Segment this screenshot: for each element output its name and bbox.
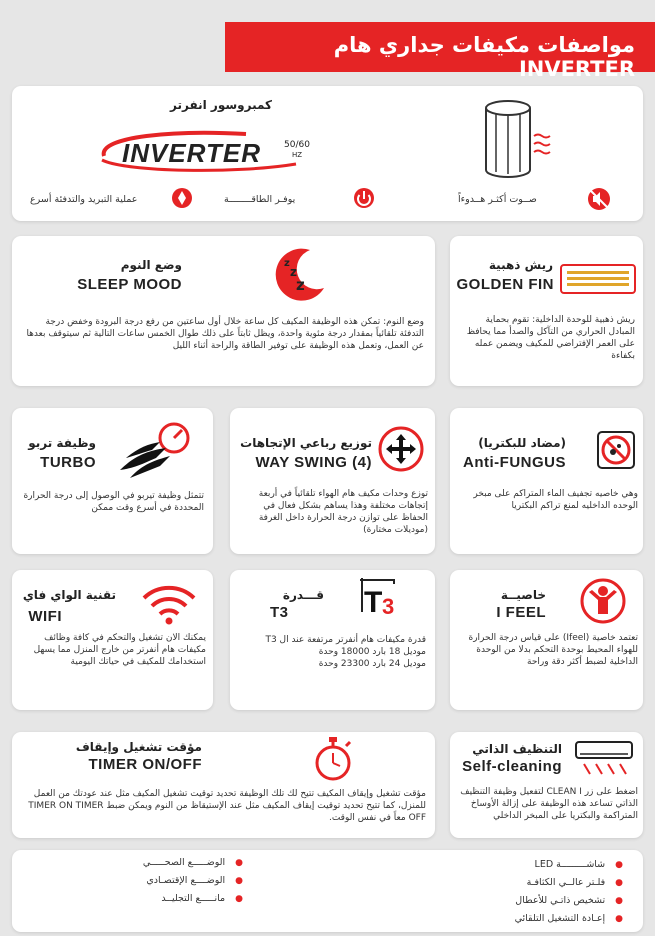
turbo-ar-title: وظيفة تربو bbox=[28, 436, 96, 450]
inverter-logo-text: INVERTER bbox=[122, 138, 261, 168]
ifeel-en-title: I FEEL bbox=[496, 604, 546, 621]
turbo-desc: تتمثل وظيفة تيربو في الوصول إلى درجة الحرارة المحددة في أسرع وقت ممكن bbox=[23, 491, 204, 513]
fast-fan-icon bbox=[170, 186, 194, 210]
t3-card bbox=[230, 570, 435, 710]
clean-desc: اضغط على زر CLEAN I لتفعيل وظيفة التنظيف الذاتي تساعد هذه الوظيفة على إزالة الأوساخ المتراكمة والبكتريا على المبخر الداخلي bbox=[460, 787, 638, 821]
inverter-hz-bottom: HZ bbox=[292, 151, 303, 159]
feature-saving-label: يوفـر الطاقــــــــة bbox=[224, 194, 296, 205]
inverter-logo bbox=[96, 128, 326, 174]
fungus-ar-title: (مضاد للبكتريا) bbox=[478, 436, 566, 450]
wifi-card bbox=[12, 570, 213, 710]
wifi-icon bbox=[140, 582, 198, 626]
turbo-en-title: TURBO bbox=[40, 454, 96, 471]
t3-desc-1: قدرة مكيفات هام أنفرتر مرتفعة عند ال T3 bbox=[265, 635, 426, 645]
golden-en-title: GOLDEN FIN bbox=[456, 276, 554, 293]
wifi-desc: يمكنك الان تشغيل والتحكم في كافة وظائف مكيفات هام أنفرتر من خارج المنزل مما يسهل استخدامك للمكيف في حياتك اليومية bbox=[33, 633, 206, 667]
power-saving-icon bbox=[352, 186, 376, 210]
timer-card bbox=[12, 732, 435, 838]
feature-quiet-label: صــوت أكثـر هــدوءاً bbox=[458, 194, 537, 205]
t3-icon bbox=[358, 576, 400, 618]
quiet-unit-icon bbox=[472, 94, 552, 184]
timer-en-title: TIMER ON/OFF bbox=[88, 756, 202, 773]
golden-fin-icon bbox=[560, 264, 636, 294]
compressor-label: كمبروسور انفرتر bbox=[170, 98, 272, 112]
fungus-desc: وهي خاصيه تجفيف الماء المتراكم على مبخر الوحده الداخليه لمنع تراكم البكتريا bbox=[473, 489, 638, 511]
list-item: ● مانـــــع التجليــد bbox=[143, 890, 243, 908]
golden-desc: ريش ذهبية للوحدة الداخلية: تقوم بحماية المبادل الحراري من التآكل والصدأ مما يحافظ على العمر الإفتراضي للمكيف ويضمن عمله بكفاءة bbox=[466, 315, 635, 361]
list-item: ● فلـتر عالــي الكثافـة bbox=[515, 874, 623, 892]
top-features-card bbox=[12, 86, 643, 221]
svg-text:z: z bbox=[290, 265, 297, 279]
ifeel-desc: تعتمد خاصية (Ifeel) على قياس درجة الحرارة للهواء المحيط بوحدة التحكم بدلا من الوحدة الداخلية لضبط أكثر دقة وراحة bbox=[468, 633, 638, 667]
clean-en-title: Self-cleaning bbox=[462, 758, 562, 775]
sleep-ar-title: وضع النوم bbox=[120, 258, 182, 272]
ac-unit-icon bbox=[574, 740, 636, 780]
fungus-en-title: Anti-FUNGUS bbox=[463, 454, 566, 471]
sleep-desc: وضع النوم: تمكن هذه الوظيفة المكيف كل ساعة خلال أول ساعتين من رفع درجة البرودة وخفض درجة التدفئة تلقائياً بمقدار درجة مئوية واحدة، ويظل ثابتاً على ذلك طوال الخمس ساعات التالية ثم سيتوقف بعدها عن العمل، وتعمل هذه الوظيفة على توفير الطاقة والراحة أثناء الليل bbox=[26, 317, 424, 351]
list-item: ● تشخيص ذاتـي للأعطال bbox=[515, 892, 623, 910]
turbo-card bbox=[12, 408, 213, 554]
no-bacteria-icon bbox=[596, 430, 636, 470]
svg-text:z: z bbox=[296, 276, 305, 294]
sleep-en-title: SLEEP MOOD bbox=[77, 276, 182, 293]
t3-desc-2: موديل 18 بارد 18000 وحدة bbox=[318, 647, 426, 657]
left-feature-list bbox=[143, 854, 243, 908]
golden-ar-title: ريش ذهبية bbox=[488, 258, 553, 272]
anti-fungus-card bbox=[450, 408, 643, 554]
clean-ar-title: التنظيف الذاتي bbox=[472, 742, 562, 756]
ifeel-ar-title: خاصيــة bbox=[500, 588, 546, 602]
sleep-mood-card bbox=[12, 236, 435, 386]
feature-fast-label: عملية التبريد والتدفئة أسرع bbox=[30, 194, 138, 205]
list-item: ● الوضــــع الإقتصـادي bbox=[143, 872, 243, 890]
timer-desc: مؤقت تشغيل وإيقاف المكيف تتيح لك تلك الوظيفة تحديد توقيت تشغيل المكيف مثل عند عودتك من العمل للمنزل، كما تتيح تحديد توقيت إيقاف المكيف مثل عند الإستيقاظ من النوم ويمكن ضبط TIMER ON TIMER OFF معاً في نفس الوقت. bbox=[28, 789, 426, 823]
timer-ar-title: مؤقت تشغيل وإيقاف bbox=[75, 740, 202, 754]
t3-desc-3: موديل 24 بارد 23300 وحدة bbox=[318, 659, 426, 669]
svg-text:T: T bbox=[364, 586, 383, 618]
right-feature-list bbox=[515, 856, 623, 928]
svg-text:z: z bbox=[284, 258, 290, 269]
t3-ar-title: قـــدرة bbox=[282, 588, 324, 602]
inverter-hz-top: 50/60 bbox=[284, 140, 310, 150]
svg-text:3: 3 bbox=[382, 594, 395, 618]
mute-icon bbox=[586, 186, 612, 212]
swing-en-title: (4) WAY SWING bbox=[255, 454, 372, 471]
ifeel-person-icon bbox=[580, 578, 626, 624]
list-item: ● إعـادة التشغيل التلقائي bbox=[515, 910, 623, 928]
extra-features-card bbox=[12, 850, 643, 932]
swing-desc: توزع وحدات مكيف هام الهواء تلقائياً في أربعة إتجاهات مختلفة وهذا يساهم بشكل فعال في الحفاظ على توازن درجة الحرارة داخل الغرفة (موديلات مختارة) bbox=[258, 489, 428, 535]
wifi-en-title: WIFI bbox=[28, 608, 62, 625]
self-cleaning-card bbox=[450, 732, 643, 838]
swing-card bbox=[230, 408, 435, 554]
stopwatch-icon bbox=[312, 736, 354, 782]
four-way-arrows-icon bbox=[378, 426, 424, 472]
list-item: ● شاشـــــــــة LED bbox=[515, 856, 623, 874]
list-item: ● الوضـــــع الصحـــــي bbox=[143, 854, 243, 872]
turbo-icon bbox=[116, 420, 196, 480]
t3-en-title: T3 bbox=[270, 604, 289, 621]
wifi-ar-title: تقنية الواي فاي bbox=[22, 588, 116, 602]
moon-icon bbox=[270, 244, 330, 304]
swing-ar-title: توزيع رباعي الإتجاهات bbox=[240, 436, 372, 450]
page-title: مواصفات مكيفات جداري هام INVERTER bbox=[225, 22, 655, 72]
golden-fin-card bbox=[450, 236, 643, 386]
ifeel-card bbox=[450, 570, 643, 710]
